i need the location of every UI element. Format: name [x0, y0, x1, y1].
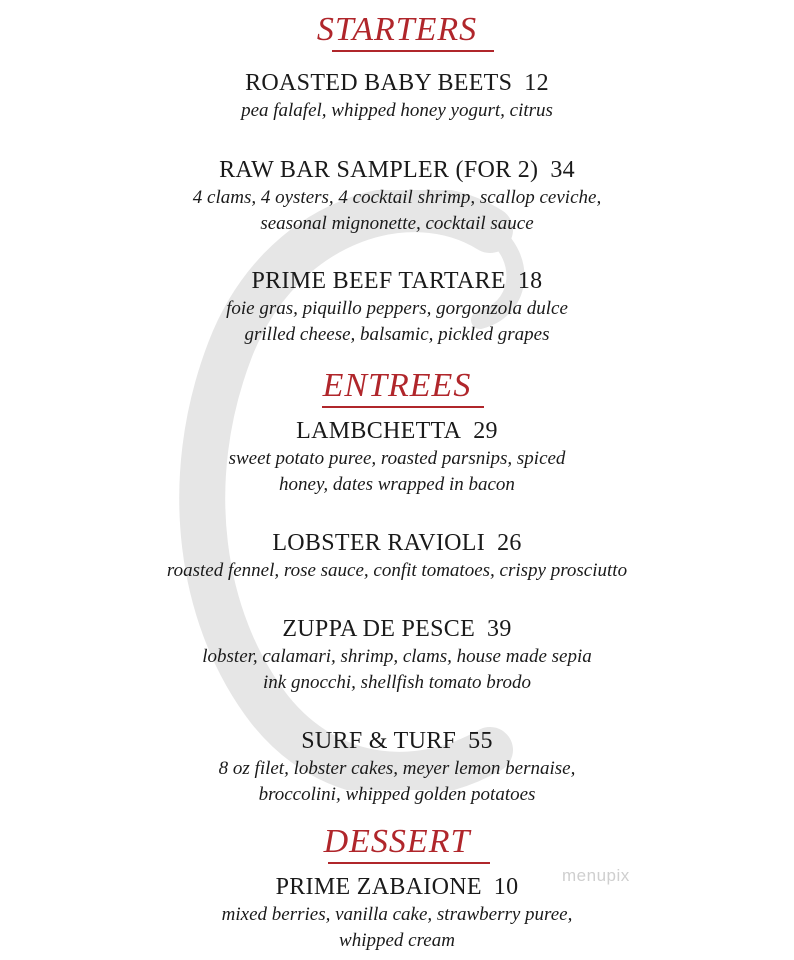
item-description: seasonal mignonette, cocktail sauce [260, 213, 534, 234]
item-description: broccolini, whipped golden potatoes [258, 784, 536, 805]
item-price: 26 [497, 530, 522, 556]
item-description: lobster, calamari, shrimp, clams, house made sepia [202, 646, 592, 667]
item-price: 39 [487, 616, 512, 642]
item-description: foie gras, piquillo peppers, gorgonzola dulce [226, 298, 568, 319]
section-dessert-header [0, 822, 794, 862]
item-name: ZUPPA DE PESCE [282, 616, 476, 642]
item-name: SURF & TURF [301, 728, 457, 754]
menu-item [0, 68, 794, 124]
item-description: 4 clams, 4 oysters, 4 cocktail shrimp, scallop ceviche, [192, 187, 602, 208]
item-description: mixed berries, vanilla cake, strawberry puree, [221, 904, 573, 925]
item-name: LOBSTER RAVIOLI [272, 530, 486, 556]
menu-item [0, 528, 794, 584]
section-heading: STARTERS [316, 11, 478, 48]
item-price: 34 [550, 157, 575, 183]
item-description: grilled cheese, balsamic, pickled grapes [244, 324, 550, 345]
item-price: 18 [517, 268, 543, 294]
menu-item [0, 155, 794, 237]
menu-item [0, 614, 794, 696]
section-entrees-header [0, 366, 794, 406]
item-name: RAW BAR SAMPLER (FOR 2) [219, 157, 539, 183]
item-description: sweet potato puree, roasted parsnips, spiced [228, 448, 566, 469]
item-description: 8 oz filet, lobster cakes, meyer lemon bernaise, [218, 758, 576, 779]
section-heading: ENTREES [322, 367, 472, 404]
item-price: 55 [468, 728, 493, 754]
item-description: pea falafel, whipped honey yogurt, citrus [241, 100, 553, 121]
menu-item [0, 872, 794, 954]
heading-underline [328, 862, 490, 864]
section-heading: DESSERT [323, 823, 471, 860]
section-starters-header [0, 10, 794, 50]
item-price: 29 [473, 418, 498, 444]
item-description: roasted fennel, rose sauce, confit tomatoes, crispy prosciutto [166, 560, 628, 581]
menu-item [0, 726, 794, 808]
item-description: ink gnocchi, shellfish tomato brodo [263, 672, 531, 693]
menu-item [0, 266, 794, 348]
watermark-text: menupix [562, 866, 630, 885]
item-price: 10 [493, 874, 519, 900]
menu-item [0, 416, 794, 498]
heading-underline [332, 50, 494, 52]
item-name: PRIME BEEF TARTARE [251, 268, 506, 294]
item-name: ROASTED BABY BEETS [245, 70, 513, 96]
item-name: PRIME ZABAIONE [275, 874, 482, 900]
heading-underline [322, 406, 484, 408]
item-description: honey, dates wrapped in bacon [279, 474, 515, 495]
item-name: LAMBCHETTA [296, 418, 462, 444]
item-price: 12 [524, 70, 549, 96]
item-description: whipped cream [339, 930, 455, 951]
